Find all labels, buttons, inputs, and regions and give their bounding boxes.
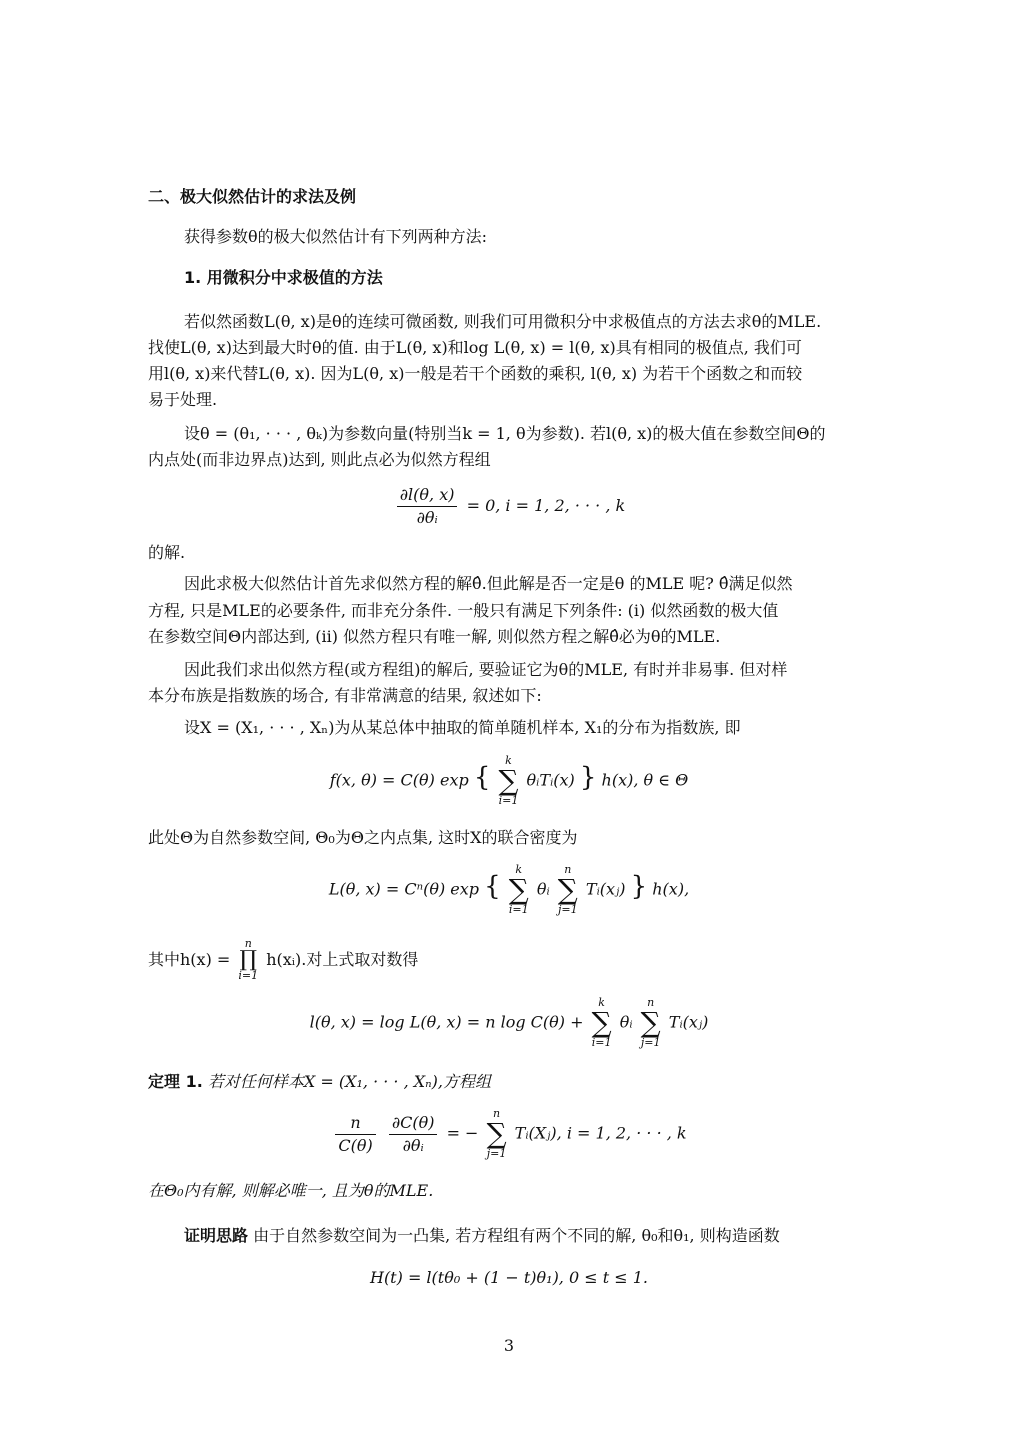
- equation-exponential-family: f(x, θ) = C(θ) exp { k ∑ i=1 θᵢTᵢ(x) } h(x), θ ∈ Θ: [329, 754, 689, 807]
- proof-label: 证明思路: [184, 1226, 249, 1245]
- para1-line4: 易于处理.: [148, 390, 218, 409]
- theorem-conclusion: 在Θ₀内有解, 则解必唯一, 且为θ的MLE.: [148, 1181, 434, 1200]
- sum-symbol: n ∑ j=1: [557, 863, 578, 916]
- after-eq1-text: 的解.: [148, 543, 186, 562]
- para2-line2: 内点处(而非边界点)达到, 则此点必为似然方程组: [148, 450, 491, 469]
- para1-line1: 若似然函数L(θ, x)是θ的连续可微函数, 则我们可用微积分中求极值点的方法去求θ的MLE.: [184, 312, 822, 331]
- paper-page: [148, 0, 870, 1440]
- section-heading: 二、极大似然估计的求法及例: [148, 187, 357, 206]
- sum-symbol: k ∑ i=1: [508, 863, 529, 916]
- equation-likelihood: $\frac{\partial l(\theta, x)}{\text{∂θᵢ}}$ = 0, i = 1, 2, · · · , k: [148, 484, 870, 529]
- proof-sketch: 证明思路 由于自然参数空间为一凸集, 若方程组有两个不同的解, θ₀和θ₁, 则构造函数: [184, 1226, 780, 1245]
- sum-symbol: n ∑ j=1: [640, 996, 661, 1049]
- theorem-label: 定理 1.: [148, 1072, 203, 1091]
- intro-text: 获得参数θ的极大似然估计有下列两种方法:: [184, 227, 488, 246]
- para3-line2: 方程, 只是MLE的必要条件, 而非充分条件. 一般只有满足下列条件: (i) 似然函数的极大值: [148, 601, 779, 620]
- subsection-heading: 1. 用微积分中求极值的方法: [184, 268, 383, 287]
- para2-line1: 设θ = (θ₁, · · · , θₖ)为参数向量(特别当k = 1, θ为参数). 若l(θ, x)的极大值在参数空间Θ的: [184, 424, 826, 443]
- equation-log-likelihood: l(θ, x) = log L(θ, x) = n log C(θ) + k ∑ i=1 θᵢ n ∑ j=1 Tᵢ(xⱼ): [309, 996, 709, 1049]
- theorem-statement: 定理 1. 若对任何样本X = (X₁, · · · , Xₙ),方程组: [148, 1072, 491, 1091]
- para7-text: 其中h(x) = n ∏ i=1 h(xᵢ).对上式取对数得: [148, 937, 419, 982]
- page-number: 3: [503, 1336, 515, 1355]
- para5-text: 设X = (X₁, · · · , Xₙ)为从某总体中抽取的简单随机样本, X₁的分布为指数族, 即: [184, 718, 741, 737]
- fraction: $\frac{n}{C(\theta)}$: [335, 1112, 375, 1157]
- para6-text: 此处Θ为自然参数空间, Θ₀为Θ之内点集, 这时X的联合密度为: [148, 828, 578, 847]
- para3-line3: 在参数空间Θ内部达到, (ii) 似然方程只有唯一解, 则似然方程之解θ̂必为θ的MLE.: [148, 627, 721, 646]
- para4-line1: 因此我们求出似然方程(或方程组)的解后, 要验证它为θ的MLE, 有时并非易事. 但对样: [184, 660, 788, 679]
- equation-h-function: H(t) = l(tθ₀ + (1 − t)θ₁), 0 ≤ t ≤ 1.: [369, 1268, 649, 1287]
- sum-symbol: k ∑ i=1: [498, 754, 519, 807]
- equation-joint-density: L(θ, x) = Cⁿ(θ) exp { k ∑ i=1 θᵢ n ∑ j=1 Tᵢ(xⱼ) } h(x),: [328, 863, 690, 916]
- sum-symbol: k ∑ i=1: [591, 996, 612, 1049]
- para4-line2: 本分布族是指数族的场合, 有非常满意的结果, 叙述如下:: [148, 686, 542, 705]
- fraction: $\frac{\partial C(\theta)}{\text{∂θᵢ}}$: [389, 1112, 438, 1157]
- para1-line3: 用l(θ, x)来代替L(θ, x). 因为L(θ, x)一般是若干个函数的乘积, l(θ, x) 为若干个函数之和而较: [148, 364, 803, 383]
- sum-symbol: n ∑ j=1: [486, 1107, 507, 1160]
- fraction: $\frac{\partial l(\theta, x)}{\text{∂θᵢ}}$: [397, 484, 458, 529]
- para3-line1: 因此求极大似然估计首先求似然方程的解θ̂.但此解是否一定是θ 的MLE 呢? θ̂满足似然: [184, 574, 793, 593]
- para1-line2: 找使L(θ, x)达到最大时θ的值. 由于L(θ, x)和log L(θ, x) = l(θ, x)具有相同的极值点, 我们可: [148, 338, 802, 357]
- equation-theorem: $\frac{n}{C(\theta)}$ $\frac{\partial C(\theta)}{\text{∂θᵢ}}$ = − n ∑ j=1 Tᵢ(Xⱼ), i = 1, 2, · · · , k: [148, 1108, 870, 1160]
- product-symbol: n ∏ i=1: [238, 937, 259, 982]
